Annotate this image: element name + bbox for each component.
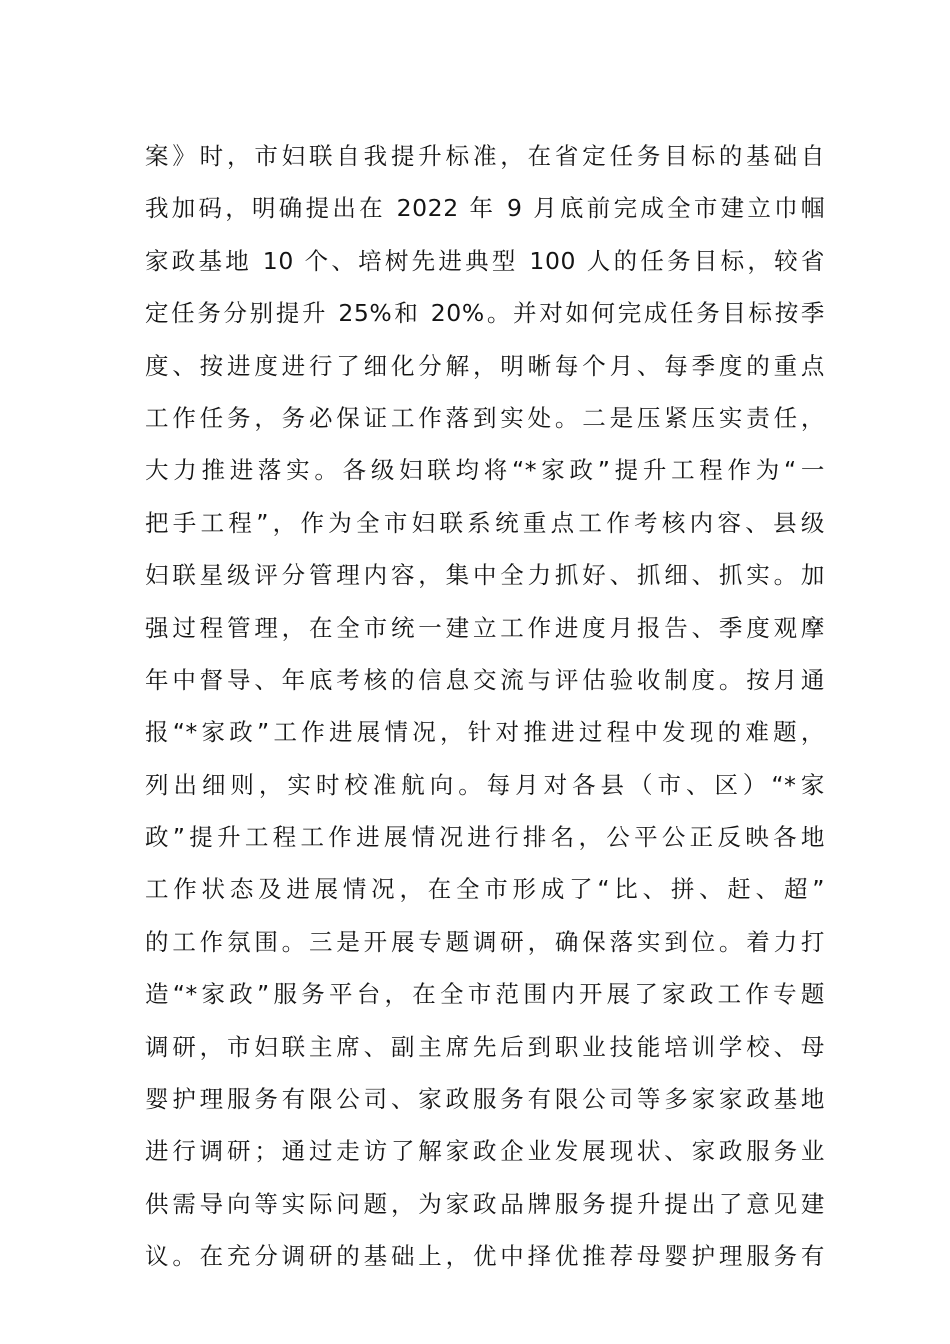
text-line: 案》时，市妇联自我提升标准，在省定任务目标的基础自 [145, 142, 825, 170]
text-line: 婴护理服务有限公司、家政服务有限公司等多家家政基地 [145, 1085, 825, 1114]
text-line: 度、按进度进行了细化分解，明晰每个月、每季度的重点 [145, 351, 825, 380]
text-line: 进行调研；通过走访了解家政企业发展现状、家政服务业 [145, 1137, 825, 1166]
text-line: 的工作氛围。三是开展专题调研，确保落实到位。着力打 [145, 927, 825, 956]
text-line: 家政基地 10 个、培树先进典型 100 人的任务目标，较省 [145, 246, 825, 275]
text-line: 强过程管理，在全市统一建立工作进度月报告、季度观摩 [145, 613, 825, 642]
text-line: 定任务分别提升 25%和 20%。并对如何完成任务目标按季 [145, 299, 825, 328]
text-line: 年中督导、年底考核的信息交流与评估验收制度。按月通 [145, 665, 825, 694]
text-line: 妇联星级评分管理内容，集中全力抓好、抓细、抓实。加 [145, 561, 825, 590]
text-line: 把手工程”，作为全市妇联系统重点工作考核内容、县级 [145, 508, 825, 537]
text-line: 政”提升工程工作进展情况进行排名，公平公正反映各地 [145, 823, 825, 852]
text-line: 报“*家政”工作进展情况，针对推进过程中发现的难题， [145, 718, 825, 747]
text-line: 列出细则，实时校准航向。每月对各县（市、区）“*家 [145, 770, 825, 799]
text-line: 造“*家政”服务平台，在全市范围内开展了家政工作专题 [145, 980, 825, 1009]
text-line: 供需导向等实际问题，为家政品牌服务提升提出了意见建 [145, 1189, 825, 1218]
text-line: 我加码，明确提出在 2022 年 9 月底前完成全市建立巾帼 [145, 194, 825, 223]
body-text [145, 130, 825, 1283]
text-line: 议。在充分调研的基础上，优中择优推荐母婴护理服务有 [145, 1242, 825, 1271]
text-line: 大力推进落实。各级妇联均将“*家政”提升工程作为“一 [145, 456, 825, 485]
text-line: 工作状态及进展情况，在全市形成了“比、拼、赶、超” [145, 875, 825, 904]
text-line: 调研，市妇联主席、副主席先后到职业技能培训学校、母 [145, 1032, 825, 1061]
text-line: 工作任务，务必保证工作落到实处。二是压紧压实责任， [145, 403, 825, 432]
